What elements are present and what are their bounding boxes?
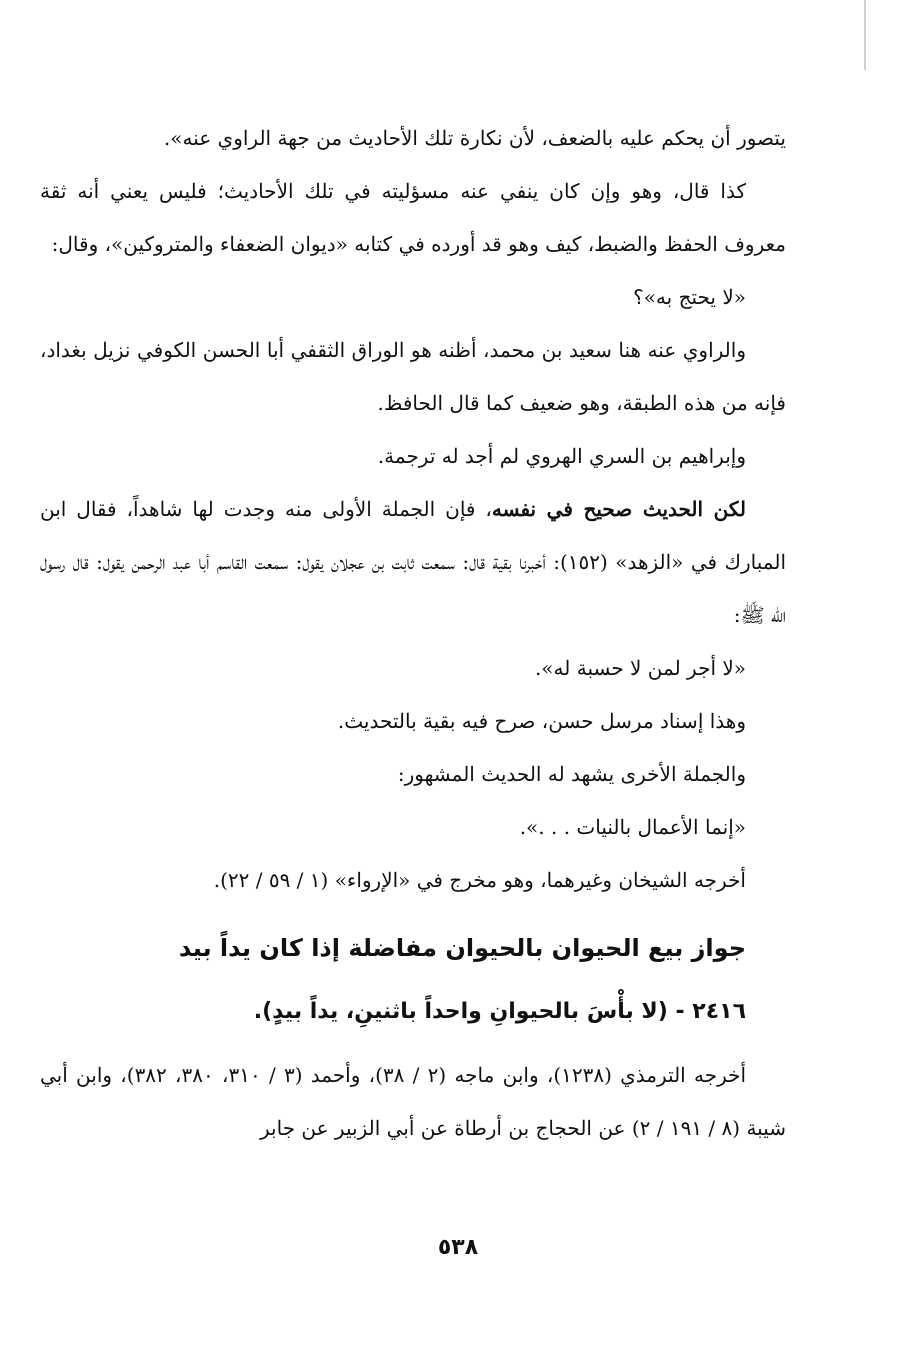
- paragraph-quote-no-reward: «لا أجر لمن لا حسبة له».: [534, 656, 746, 680]
- paragraph-hadith-authentic-text: ، فإن الجملة الأولى منه وجدت لها شاهداً، فقال ابن المبارك في «الزهد» (١٥٢): أخبرنا بقية قال: سمعت ثابت بن عجلان يقول: سمعت القاسم أبا عبد الرحمن يقول: قال رسول الله ﷺ:: [40, 497, 786, 627]
- paragraph-author-comment: كذا قال، وهو وإن كان ينفي عنه مسؤليته في تلك الأحاديث؛ فليس يعني أنه ثقة معروف الحفظ والضبط، كيف وهو قد أورده في كتابه «ديوان الضعفاء والمتروكين»، وقال:: [40, 179, 786, 256]
- paragraph-takhrij: أخرجه الشيخان وغيرهما، وهو مخرج في «الإرواء» (١ / ٥٩ / ٢٢).: [213, 868, 746, 892]
- page-edge-line: [864, 0, 866, 70]
- paragraph-quote-not-used-as-proof: «لا يحتج به»؟: [633, 285, 746, 309]
- paragraph-quote-intentions: «إنما الأعمال بالنيات . . .».: [519, 815, 746, 839]
- main-text: [40, 112, 786, 1155]
- bold-lead-phrase: لكن الحديث صحيح في نفسه: [491, 497, 746, 521]
- page-number: ٥٣٨: [437, 1235, 479, 1260]
- paragraph-other-sentence: والجملة الأخرى يشهد له الحديث المشهور:: [397, 762, 746, 786]
- paragraph-continuation: يتصور أن يحكم عليه بالضعف، لأن نكارة تلك الأحاديث من جهة الراوي عنه».: [163, 126, 786, 150]
- paragraph-hadith-authentic: [40, 483, 786, 642]
- hadith-2416-heading: ٢٤١٦ - (لا بأْسَ بالحيوانِ واحداً باثنينِ، يداً بيدٍ).: [253, 999, 746, 1024]
- paragraph-narrator-note: والراوي عنه هنا سعيد بن محمد، أظنه هو الوراق الثقفي أبا الحسن الكوفي نزيل بغداد، فإنه من هذه الطبقة، وهو ضعيف كما قال الحافظ.: [40, 338, 786, 415]
- paragraph-hadith-2416-takhrij: أخرجه الترمذي (١٢٣٨)، وابن ماجه (٢ / ٣٨)، وأحمد (٣ / ٣١٠، ٣٨٠، ٣٨٢)، وابن أبي شيبة (٨ / ١٩١ / ٢) عن الحجاج بن أرطاة عن أبي الزبير عن جابر: [40, 1063, 786, 1140]
- chapter-heading: جواز بيع الحيوان بالحيوان مفاضلة إذا كان يداً بيد: [178, 934, 746, 962]
- paragraph-chain-mursal: وهذا إسناد مرسل حسن، صرح فيه بقية بالتحديث.: [337, 709, 746, 733]
- paragraph-ibrahim-note: وإبراهيم بن السري الهروي لم أجد له ترجمة.: [377, 444, 746, 468]
